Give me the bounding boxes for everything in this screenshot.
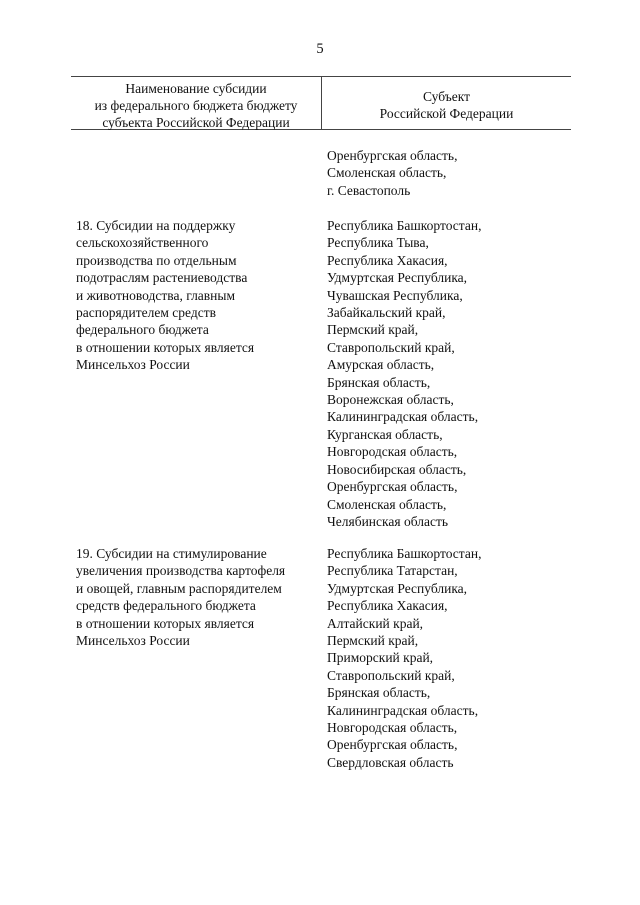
subsidy-line: сельскохозяйственного xyxy=(76,235,209,251)
subsidy-line: распорядителем средств xyxy=(76,305,216,321)
region-item: Республика Хакасия, xyxy=(327,252,448,268)
header-subject-line: Субъект xyxy=(422,89,471,104)
region-item: Республика Хакасия, xyxy=(327,598,448,614)
region-item: Новосибирская область, xyxy=(327,461,467,477)
region-item: Калининградская область, xyxy=(327,409,479,425)
header-subsidy-name xyxy=(71,80,321,131)
subsidy-line: и овощей, главным распорядителем xyxy=(76,580,282,596)
subsidy-line: Минсельхоз России xyxy=(76,357,190,373)
subsidy-line: производства по отдельным xyxy=(76,252,237,268)
entry-19-subsidy xyxy=(76,545,320,649)
region-item: Пермский край, xyxy=(327,322,419,338)
entry-18-subsidy xyxy=(76,217,320,374)
region-item: Удмуртская Республика, xyxy=(327,580,468,596)
subsidy-line: 18. Субсидии на поддержку xyxy=(76,218,236,233)
region-item: Брянская область, xyxy=(327,374,431,390)
subsidy-line: подотраслям растениеводства xyxy=(76,270,248,286)
subsidy-line: федерального бюджета xyxy=(76,322,209,338)
region-item: Оренбургская область, xyxy=(327,737,458,753)
region-item: Ставропольский край, xyxy=(327,339,455,355)
header-subsidy-line: Наименование субсидии xyxy=(125,81,267,96)
region-item: Приморский край, xyxy=(327,650,434,666)
region-item: Забайкальский край, xyxy=(327,305,446,321)
region-item: Оренбургская область, xyxy=(327,479,458,495)
subsidy-line: Минсельхоз России xyxy=(76,633,190,649)
region-item: Чувашская Республика, xyxy=(327,287,463,303)
entry-19-regions xyxy=(327,545,571,771)
region-item: Республика Тыва, xyxy=(327,235,429,251)
region-item: Удмуртская Республика, xyxy=(327,270,468,286)
header-subject-line: Российской Федерации xyxy=(379,106,514,121)
subsidy-line: 19. Субсидии на стимулирование xyxy=(76,546,267,561)
region-item: Калининградская область, xyxy=(327,702,479,718)
subsidy-line: средств федерального бюджета xyxy=(76,598,256,614)
subsidy-line: и животноводства, главным xyxy=(76,287,236,303)
subsidy-line: в отношении которых является xyxy=(76,615,255,631)
region-item: Курганская область, xyxy=(327,426,443,442)
region-item: Пермский край, xyxy=(327,633,419,649)
header-subsidy-line: из федерального бюджета бюджету xyxy=(94,98,298,113)
region-item: Новгородская область, xyxy=(327,720,458,736)
region-item: Ставропольский край, xyxy=(327,667,455,683)
region-item: Оренбургская область, xyxy=(327,148,458,163)
region-item: Новгородская область, xyxy=(327,444,458,460)
page-number: 5 xyxy=(316,41,324,57)
region-item: Воронежская область, xyxy=(327,392,454,408)
region-item: Челябинская область xyxy=(327,513,449,529)
subsidy-line: увеличения производства картофеля xyxy=(76,563,286,579)
region-item: Брянская область, xyxy=(327,685,431,701)
region-item: Республика Башкортостан, xyxy=(327,546,482,561)
region-item: Республика Башкортостан, xyxy=(327,218,482,233)
region-item: Алтайский край, xyxy=(327,615,424,631)
header-subsidy-line: субъекта Российской Федерации xyxy=(102,115,290,130)
region-item: Амурская область, xyxy=(327,357,435,373)
region-item: г. Севастополь xyxy=(327,182,411,198)
continuation-regions xyxy=(327,147,571,199)
entry-18-regions xyxy=(327,217,571,530)
subsidy-line: в отношении которых является xyxy=(76,339,255,355)
region-item: Смоленская область, xyxy=(327,496,447,512)
header-federal-subject xyxy=(322,88,571,122)
region-item: Смоленская область, xyxy=(327,165,447,181)
region-item: Свердловская область xyxy=(327,754,454,770)
region-item: Республика Татарстан, xyxy=(327,563,458,579)
